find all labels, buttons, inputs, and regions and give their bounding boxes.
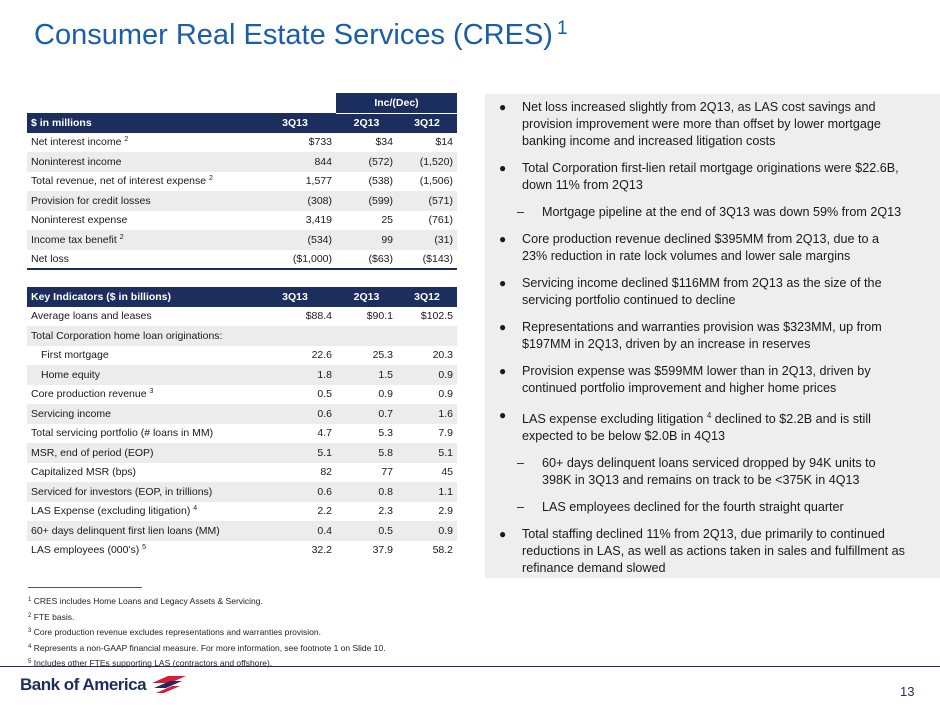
row-label: Total Corporation home loan originations: bbox=[27, 326, 254, 346]
bullet-icon: ● bbox=[499, 408, 507, 422]
inc-dec-header: Inc/(Dec) bbox=[336, 93, 457, 113]
table-row bbox=[27, 191, 457, 211]
cell-value: 2.9 bbox=[438, 505, 453, 518]
cell-value: 0.9 bbox=[397, 521, 457, 541]
cell-value: $733 bbox=[308, 136, 332, 149]
bullet-item: ● Servicing income declined $116MM from 2Q13 as the size of the servicing portfolio continued to decline bbox=[499, 276, 882, 307]
cell-value bbox=[254, 326, 336, 346]
cell-value: 20.3 bbox=[432, 349, 453, 362]
cell-value: (599) bbox=[336, 191, 397, 211]
bullet-item: ● Representations and warranties provision was $323MM, up from $197MM in 2Q13, driven by an increase in reserves bbox=[499, 320, 882, 351]
table-row bbox=[27, 211, 457, 231]
bullet-item: ● Net loss increased slightly from 2Q13, as LAS cost savings and provision improvement were more than offset by lower mortgage banking income and increased litigation costs bbox=[499, 100, 881, 148]
cell-value: $102.5 bbox=[420, 310, 453, 323]
dash-icon: – bbox=[517, 500, 525, 514]
cell-value: 5.1 bbox=[254, 443, 336, 463]
bullet-icon: ● bbox=[499, 100, 507, 114]
cell-value: 22.6 bbox=[311, 349, 332, 362]
cell-value: 0.9 bbox=[438, 388, 453, 401]
bullet-item: ● Total staffing declined 11% from 2Q13, due primarily to continued reductions in LAS, as well as actions taken in sales and fulfillment as refinance demand slowed bbox=[499, 527, 905, 575]
footnote: $^3$ Core production revenue excludes representations and warranties provision. bbox=[28, 627, 321, 637]
cell-value: 1.1 bbox=[397, 482, 457, 502]
cell-value: (534) bbox=[254, 230, 336, 250]
footnote-divider bbox=[28, 587, 142, 588]
row-label: Core production revenue $^3$ bbox=[31, 388, 154, 401]
financials-table bbox=[27, 93, 457, 270]
table-row bbox=[27, 482, 457, 502]
cell-value: 0.6 bbox=[254, 404, 336, 424]
column-header: Key Indicators ($ in billions) bbox=[27, 287, 254, 307]
bullet-item: ● Total Corporation first-lien retail mortgage originations were $22.6B, down 11% from 2Q13 bbox=[499, 161, 899, 192]
sub-bullet-item: – 60+ days delinquent loans serviced dropped by 94K units to 398K in 3Q13 and remains on track to be <375K in 4Q13 bbox=[517, 456, 876, 487]
cell-value: 0.7 bbox=[336, 404, 397, 424]
commentary-panel bbox=[485, 94, 940, 578]
cell-value: 1,577 bbox=[305, 175, 332, 188]
cell-value: 37.9 bbox=[372, 544, 393, 557]
column-header: $ in millions bbox=[27, 113, 254, 133]
bullet-list bbox=[497, 99, 907, 587]
bullet-item: ● Provision expense was $599MM lower than in 2Q13, driven by continued portfolio improvement and higher home prices bbox=[499, 364, 871, 395]
column-header: 2Q13 bbox=[336, 287, 397, 307]
cell-value: 25.3 bbox=[372, 349, 393, 362]
bullet-icon: ● bbox=[499, 276, 507, 290]
cell-value: 2.2 bbox=[317, 505, 332, 518]
brand-name: Bank of America bbox=[20, 675, 147, 694]
column-header: 3Q12 bbox=[397, 287, 457, 307]
row-label: LAS employees (000's) $^5$ bbox=[31, 544, 147, 557]
cell-value: 1.8 bbox=[254, 365, 336, 385]
cell-value: 2.3 bbox=[378, 505, 393, 518]
cell-value: 1.6 bbox=[397, 404, 457, 424]
row-label: Net interest income $^2$ bbox=[31, 136, 129, 149]
table-row bbox=[27, 326, 457, 346]
bullet-icon: ● bbox=[499, 320, 507, 334]
cell-value: 5.1 bbox=[397, 443, 457, 463]
column-header: 3Q12 bbox=[397, 113, 457, 133]
cell-value: 25 bbox=[381, 214, 393, 227]
cell-value: 82 bbox=[320, 466, 332, 479]
cell-value: 99 bbox=[336, 230, 397, 250]
row-label: First mortgage bbox=[41, 349, 109, 362]
table-row bbox=[27, 502, 457, 522]
column-header: 2Q13 bbox=[336, 113, 397, 133]
row-label: MSR, end of period (EOP) bbox=[27, 443, 254, 463]
table-row bbox=[27, 230, 457, 250]
table-row bbox=[27, 404, 457, 424]
row-label: Servicing income bbox=[27, 404, 254, 424]
cell-value: 3,419 bbox=[305, 214, 332, 227]
table-row bbox=[27, 443, 457, 463]
title-footnote: 1 bbox=[556, 18, 568, 39]
table-row bbox=[27, 346, 457, 366]
cell-value: (31) bbox=[397, 230, 457, 250]
cell-value: 0.8 bbox=[336, 482, 397, 502]
row-label: Income tax benefit $^2$ bbox=[27, 230, 254, 250]
cell-value: 0.9 bbox=[378, 388, 393, 401]
footer-divider bbox=[0, 666, 940, 667]
footnote: $^5$ Includes other FTEs supporting LAS (contractors and offshore). bbox=[28, 658, 273, 668]
bank-logo bbox=[20, 675, 188, 695]
dash-icon: – bbox=[517, 205, 525, 219]
row-label: Serviced for investors (EOP, in trillions) bbox=[27, 482, 254, 502]
cell-value: (1,520) bbox=[397, 152, 457, 172]
table-row bbox=[27, 250, 457, 270]
cell-value: 45 bbox=[441, 466, 453, 479]
bullet-icon: ● bbox=[499, 527, 507, 541]
cell-value: 1.5 bbox=[336, 365, 397, 385]
cell-value: 5.8 bbox=[336, 443, 397, 463]
sub-bullet-item: – LAS employees declined for the fourth straight quarter bbox=[517, 500, 844, 514]
cell-value: 844 bbox=[254, 152, 336, 172]
cell-value: $88.4 bbox=[305, 310, 332, 323]
page-title: Consumer Real Estate Services (CRES) $^1$ bbox=[34, 18, 568, 51]
cell-value: 77 bbox=[381, 466, 393, 479]
table-header-row bbox=[27, 113, 457, 133]
table-row bbox=[27, 541, 457, 561]
cell-value: (308) bbox=[254, 191, 336, 211]
footnote: $^2$ FTE basis. bbox=[28, 611, 75, 622]
table-row bbox=[27, 307, 457, 327]
cell-value: 0.6 bbox=[254, 482, 336, 502]
sub-bullet-item: – Mortgage pipeline at the end of 3Q13 was down 59% from 2Q13 bbox=[517, 205, 902, 219]
row-label: Net loss bbox=[27, 250, 254, 270]
table-row bbox=[27, 463, 457, 483]
cell-value: 58.2 bbox=[432, 544, 453, 557]
row-label: Capitalized MSR (bps) bbox=[31, 466, 137, 479]
row-label: Home equity bbox=[27, 365, 254, 385]
bullet-icon: ● bbox=[499, 364, 507, 378]
cell-value bbox=[397, 326, 457, 346]
cell-value: 32.2 bbox=[311, 544, 332, 557]
row-label: Noninterest income bbox=[27, 152, 254, 172]
table-header-row bbox=[27, 287, 457, 307]
cell-value: (572) bbox=[336, 152, 397, 172]
footnotes bbox=[28, 593, 386, 671]
cell-value: (571) bbox=[397, 191, 457, 211]
bullet-icon: ● bbox=[499, 232, 507, 246]
cell-value: 7.9 bbox=[438, 427, 453, 440]
cell-value: 0.9 bbox=[397, 365, 457, 385]
footnote: $^1$ CRES includes Home Loans and Legacy Assets & Servicing. bbox=[28, 596, 263, 606]
row-label: LAS Expense (excluding litigation) $^4$ bbox=[31, 505, 198, 518]
table-row bbox=[27, 424, 457, 444]
footnote: $^4$ Represents a non-GAAP financial measure. For more information, see footnote 1 on Slide 10. bbox=[28, 642, 386, 653]
cell-value: $90.1 bbox=[366, 310, 393, 323]
dash-icon: – bbox=[517, 456, 525, 470]
table-row bbox=[27, 385, 457, 405]
bullet-item: ● Core production revenue declined $395MM from 2Q13, due to a 23% reduction in rate lock volumes and lower sale margins bbox=[499, 232, 880, 263]
key-indicators-table bbox=[27, 287, 457, 560]
cell-value: (538) bbox=[368, 175, 393, 188]
table-row bbox=[27, 133, 457, 153]
cell-value: (761) bbox=[428, 214, 453, 227]
table-row bbox=[27, 152, 457, 172]
cell-value: ($63) bbox=[336, 250, 397, 270]
row-label: Average loans and leases bbox=[31, 310, 152, 323]
row-label: 60+ days delinquent first lien loans (MM) bbox=[27, 521, 254, 541]
table-row bbox=[27, 172, 457, 192]
row-label: Provision for credit losses bbox=[27, 191, 254, 211]
flag-icon bbox=[150, 675, 188, 695]
cell-value: $14 bbox=[435, 136, 453, 149]
row-label: Noninterest expense bbox=[31, 214, 128, 227]
row-label: Total revenue, net of interest expense $^2$ bbox=[31, 175, 213, 188]
page-number: 13 bbox=[900, 684, 915, 699]
cell-value: 0.5 bbox=[336, 521, 397, 541]
bullet-icon: ● bbox=[499, 161, 507, 175]
bullet-item: ● LAS expense excluding litigation $^4$ declined to $2.2B and is still expected to be below $2.0B in 4Q13 bbox=[499, 408, 871, 443]
cell-value: 0.4 bbox=[254, 521, 336, 541]
cell-value bbox=[336, 326, 397, 346]
column-header: 3Q13 bbox=[254, 113, 336, 133]
cell-value: $34 bbox=[375, 136, 393, 149]
cell-value: 0.5 bbox=[317, 388, 332, 401]
table-row bbox=[27, 365, 457, 385]
cell-value: ($143) bbox=[397, 250, 457, 270]
column-header: 3Q13 bbox=[254, 287, 336, 307]
cell-value: (1,506) bbox=[419, 175, 453, 188]
cell-value: ($1,000) bbox=[254, 250, 336, 270]
cell-value: 4.7 bbox=[317, 427, 332, 440]
table-row bbox=[27, 521, 457, 541]
row-label: Total servicing portfolio (# loans in MM) bbox=[31, 427, 214, 440]
cell-value: 5.3 bbox=[378, 427, 393, 440]
